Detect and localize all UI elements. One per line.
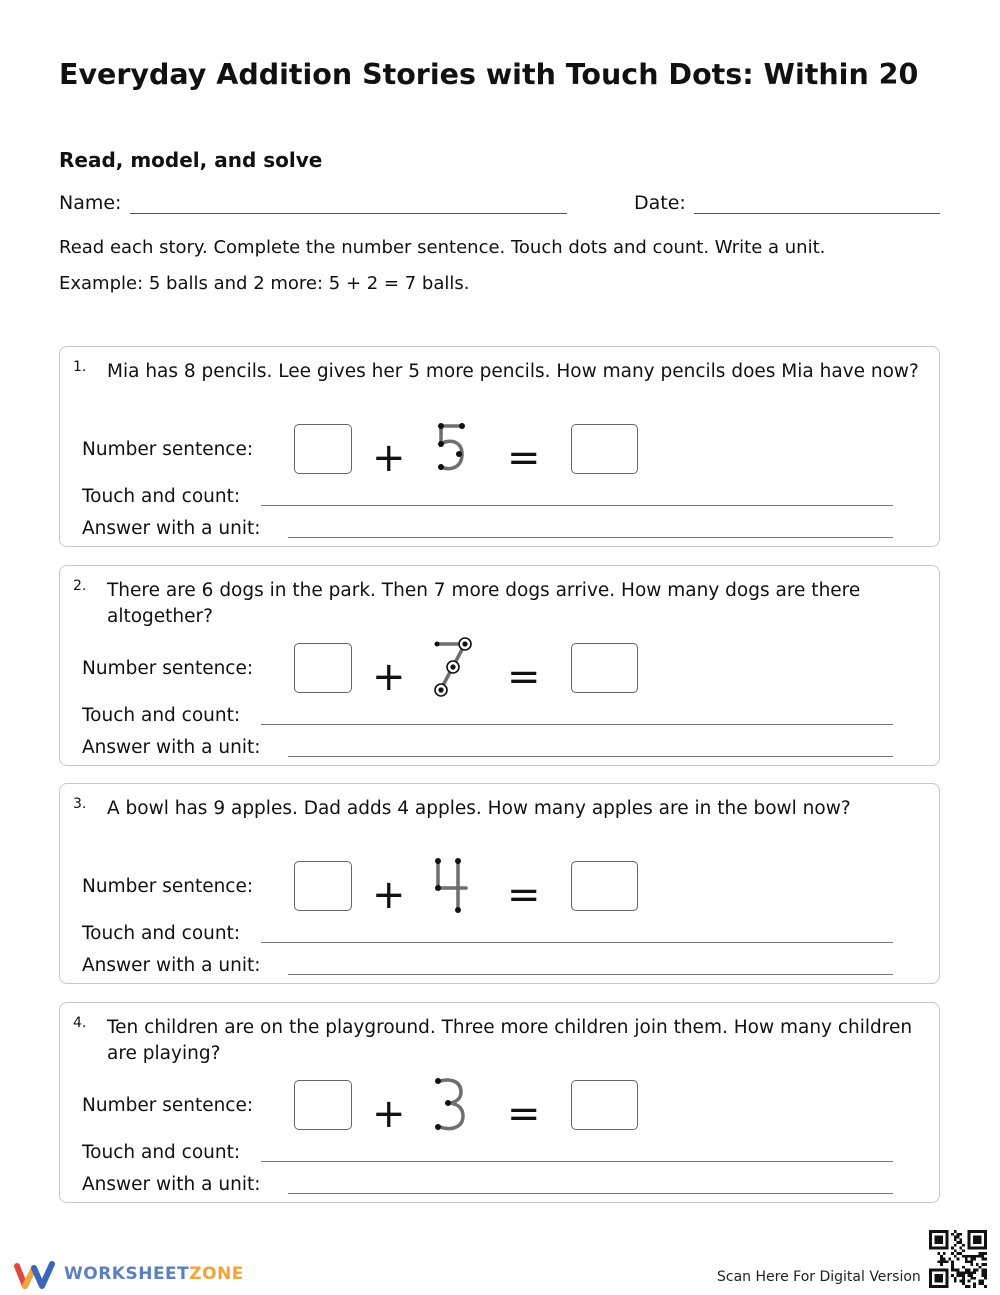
answer-unit-line[interactable] [288,756,893,757]
touch-count-line[interactable] [261,942,893,943]
touch-dot-digit-five [428,418,478,478]
problem-text: Mia has 8 pencils. Lee gives her 5 more pencils. How many pencils does Mia have now? [107,361,919,382]
problem-card-3 [59,783,940,984]
page-subtitle: Read, model, and solve [59,148,323,172]
number-sentence-label: Number sentence: [82,1095,254,1116]
problem-card-4 [59,1002,940,1203]
touch-count-label: Touch and count: [82,1142,241,1163]
problem-number: 3. [73,796,87,812]
first-addend-box[interactable] [294,643,352,693]
touch-count-label: Touch and count: [82,923,241,944]
problem-number: 2. [73,578,87,594]
touch-count-line[interactable] [261,505,893,506]
first-addend-box[interactable] [294,861,352,911]
sum-box[interactable] [571,1080,638,1130]
plus-sign: + [372,872,406,918]
answer-unit-label: Answer with a unit: [82,1174,261,1195]
plus-sign: + [372,654,406,700]
plus-sign: + [372,1091,406,1137]
touch-count-line[interactable] [261,1161,893,1162]
equals-sign: = [507,1091,541,1137]
page-title: Everyday Addition Stories with Touch Dots: Within 20 [59,58,919,91]
instructions: Read each story. Complete the number sentence. Touch dots and count. Write a unit. [59,237,826,258]
touch-dot-digit-four [428,855,478,915]
sum-box[interactable] [571,861,638,911]
touch-count-line[interactable] [261,724,893,725]
problem-card-2 [59,565,940,766]
logo-text: WORKSHEETZONE [64,1264,244,1284]
name-date-row [59,192,940,218]
equals-sign: = [507,654,541,700]
name-label: Name: [59,192,122,214]
first-addend-box[interactable] [294,1080,352,1130]
answer-unit-line[interactable] [288,537,893,538]
answer-unit-label: Answer with a unit: [82,518,261,539]
touch-dot-digit-seven [428,637,478,697]
date-field[interactable] [694,213,940,214]
answer-unit-line[interactable] [288,974,893,975]
problem-text: There are 6 dogs in the park. Then 7 more dogs arrive. How many dogs are there altogether? [107,580,861,627]
qr-code-icon[interactable] [929,1230,987,1288]
name-field[interactable] [130,213,567,214]
answer-unit-line[interactable] [288,1193,893,1194]
problem-text: Ten children are on the playground. Three more children join them. How many children are playing? [107,1017,913,1064]
touch-count-label: Touch and count: [82,486,241,507]
problem-number: 1. [73,359,87,375]
equals-sign: = [507,435,541,481]
equals-sign: = [507,872,541,918]
scan-caption: Scan Here For Digital Version [717,1269,921,1285]
w-logo-icon [14,1260,58,1290]
number-sentence-label: Number sentence: [82,658,254,679]
number-sentence-label: Number sentence: [82,876,254,897]
date-label: Date: [634,192,686,214]
number-sentence-label: Number sentence: [82,439,254,460]
problem-text: A bowl has 9 apples. Dad adds 4 apples. How many apples are in the bowl now? [107,798,851,819]
answer-unit-label: Answer with a unit: [82,737,261,758]
problem-card-1 [59,346,940,547]
worksheetzone-logo[interactable] [14,1260,254,1290]
sum-box[interactable] [571,643,638,693]
touch-dot-digit-three [428,1074,478,1134]
sum-box[interactable] [571,424,638,474]
problem-number: 4. [73,1015,87,1031]
plus-sign: + [372,435,406,481]
touch-count-label: Touch and count: [82,705,241,726]
first-addend-box[interactable] [294,424,352,474]
example: Example: 5 balls and 2 more: 5 + 2 = 7 balls. [59,273,470,294]
answer-unit-label: Answer with a unit: [82,955,261,976]
